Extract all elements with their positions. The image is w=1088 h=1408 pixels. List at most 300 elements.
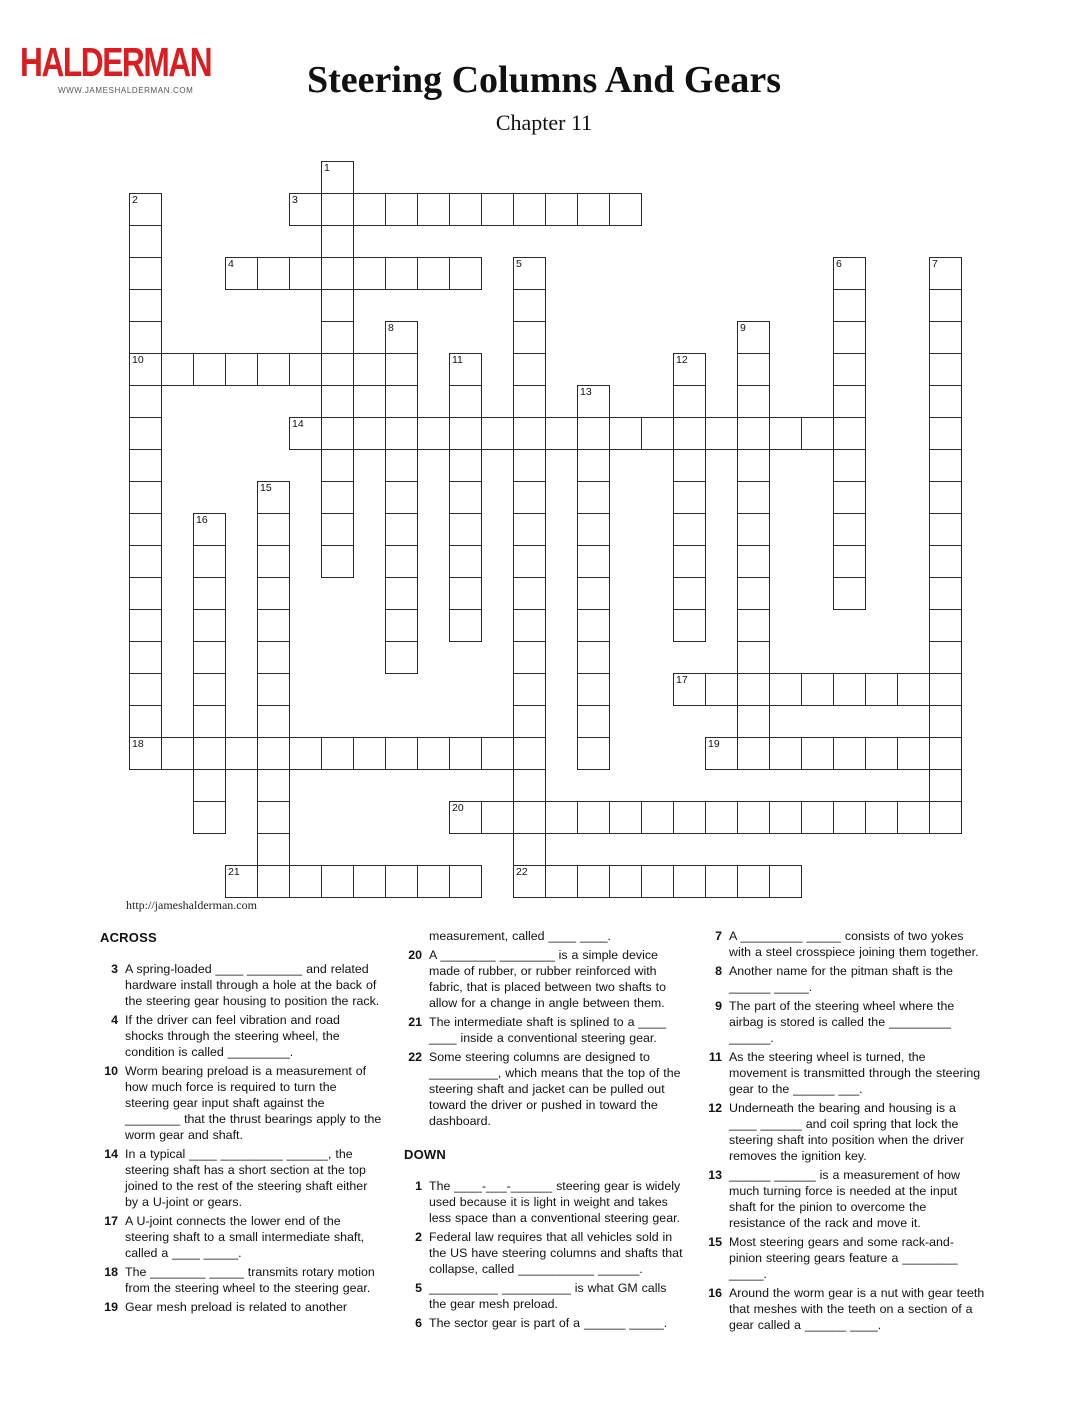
grid-cell[interactable] [513,513,546,546]
grid-cell[interactable] [353,865,386,898]
grid-number-10: 10 [132,354,144,366]
grid-cell[interactable] [129,481,162,514]
grid-cell[interactable] [737,481,770,514]
grid-cell[interactable] [545,193,578,226]
grid-cell[interactable] [929,481,962,514]
grid-cell[interactable] [577,865,610,898]
grid-cell[interactable] [513,385,546,418]
grid-cell[interactable] [257,673,290,706]
grid-cell[interactable] [577,545,610,578]
grid-cell[interactable] [257,257,290,290]
grid-cell[interactable] [673,481,706,514]
grid-cell[interactable] [321,321,354,354]
grid-cell[interactable] [385,641,418,674]
clue-text: Around the worm gear is a nut with gear teeth that meshes with the teeth on a section of a gear called a ______ ____. [729,1286,985,1332]
grid-cell[interactable] [545,801,578,834]
grid-cell[interactable] [481,737,514,770]
grid-cell[interactable] [513,353,546,386]
grid-cell[interactable] [897,737,930,770]
grid-cell[interactable] [513,705,546,738]
grid-cell[interactable] [193,769,226,802]
grid-cell[interactable] [929,801,962,834]
grid-cell[interactable] [385,385,418,418]
grid-cell[interactable] [673,577,706,610]
clue-11 [702,1049,986,1097]
clue-number: 18 [104,1265,118,1279]
grid-cell[interactable] [385,193,418,226]
grid-cell[interactable] [417,417,450,450]
grid-cell[interactable] [449,193,482,226]
grid-cell[interactable] [353,417,386,450]
grid-cell[interactable] [385,257,418,290]
grid-cell[interactable] [929,705,962,738]
grid-cell[interactable] [353,193,386,226]
clue-text: measurement, called ____ ____. [429,929,611,943]
grid-cell[interactable] [737,865,770,898]
grid-cell[interactable] [705,673,738,706]
grid-cell[interactable] [129,545,162,578]
grid-cell[interactable] [449,417,482,450]
grid-cell[interactable] [449,257,482,290]
clue-continuation [402,928,686,944]
grid-cell[interactable] [513,289,546,322]
grid-cell[interactable] [609,865,642,898]
grid-cell[interactable] [929,673,962,706]
grid-cell[interactable] [481,193,514,226]
grid-number-22: 22 [516,866,528,878]
grid-cell[interactable] [417,737,450,770]
grid-cell[interactable] [289,257,322,290]
clue-text: The intermediate shaft is splined to a ____ ____ inside a conventional steering gear. [429,1015,666,1045]
clue-text: A spring-loaded ____ ________ and related hardware install through a hole at the back of the steering gear housing to position the rack. [125,962,380,1008]
grid-cell[interactable] [225,353,258,386]
grid-cell[interactable] [577,193,610,226]
grid-cell[interactable] [385,417,418,450]
grid-cell[interactable] [513,417,546,450]
grid-number-3: 3 [292,194,298,206]
grid-cell[interactable] [833,353,866,386]
grid-cell[interactable] [929,321,962,354]
grid-cell[interactable] [481,801,514,834]
grid-cell[interactable] [673,545,706,578]
clue-text: The sector gear is part of a ______ _____. [429,1316,668,1330]
grid-cell[interactable] [577,417,610,450]
grid-cell[interactable] [929,385,962,418]
grid-cell[interactable] [513,321,546,354]
clue-number: 8 [715,964,722,978]
grid-cell[interactable] [129,673,162,706]
grid-cell[interactable] [193,545,226,578]
grid-cell[interactable] [161,737,194,770]
grid-cell[interactable] [833,321,866,354]
clue-1 [402,1178,686,1226]
grid-cell[interactable] [737,513,770,546]
grid-cell[interactable] [129,609,162,642]
grid-cell[interactable] [545,417,578,450]
grid-cell[interactable] [513,449,546,482]
grid-cell[interactable] [833,449,866,482]
grid-cell[interactable] [449,865,482,898]
clue-13 [702,1167,986,1231]
grid-number-16: 16 [196,514,208,526]
clue-text: Another name for the pitman shaft is the ______ _____. [729,964,953,994]
grid-cell[interactable] [257,769,290,802]
grid-cell[interactable] [257,641,290,674]
grid-cell[interactable] [257,513,290,546]
grid-cell[interactable] [897,673,930,706]
grid-cell[interactable] [385,865,418,898]
grid-cell[interactable] [129,641,162,674]
grid-number-5: 5 [516,258,522,270]
grid-cell[interactable] [449,481,482,514]
grid-cell[interactable] [385,449,418,482]
grid-cell[interactable] [929,353,962,386]
grid-cell[interactable] [513,737,546,770]
grid-number-1: 1 [324,162,330,174]
grid-cell[interactable] [129,289,162,322]
grid-cell[interactable] [417,193,450,226]
grid-cell[interactable] [193,737,226,770]
grid-cell[interactable] [769,865,802,898]
grid-cell[interactable] [129,513,162,546]
grid-cell[interactable] [385,481,418,514]
grid-cell[interactable] [321,449,354,482]
grid-cell[interactable] [929,513,962,546]
page-title: Steering Columns And Gears [307,59,781,101]
clue-number: 10 [104,1064,118,1078]
grid-cell[interactable] [833,385,866,418]
grid-cell[interactable] [705,865,738,898]
grid-cell[interactable] [673,513,706,546]
grid-cell[interactable] [321,417,354,450]
grid-cell[interactable] [417,865,450,898]
grid-cell[interactable] [257,353,290,386]
grid-cell[interactable] [737,705,770,738]
clue-3 [98,961,382,1009]
clues-heading-across: ACROSS [100,930,157,945]
grid-cell[interactable] [673,865,706,898]
grid-cell[interactable] [737,641,770,674]
grid-number-7: 7 [932,258,938,270]
grid-cell[interactable] [545,865,578,898]
grid-cell[interactable] [257,865,290,898]
grid-cell[interactable] [289,865,322,898]
grid-cell[interactable] [737,545,770,578]
grid-number-9: 9 [740,322,746,334]
grid-cell[interactable] [257,737,290,770]
grid-cell[interactable] [385,353,418,386]
halderman-logo: HALDERMAN [20,40,212,86]
clue-10 [98,1063,382,1143]
clue-number: 11 [708,1050,722,1064]
grid-cell[interactable] [193,705,226,738]
grid-cell[interactable] [897,801,930,834]
grid-number-4: 4 [228,258,234,270]
grid-cell[interactable] [801,737,834,770]
grid-cell[interactable] [737,673,770,706]
grid-cell[interactable] [321,865,354,898]
grid-cell[interactable] [801,801,834,834]
grid-cell[interactable] [737,609,770,642]
grid-cell[interactable] [609,417,642,450]
grid-cell[interactable] [833,577,866,610]
grid-cell[interactable] [577,673,610,706]
grid-cell[interactable] [705,801,738,834]
clues-column-1 [98,928,382,1318]
grid-cell[interactable] [833,737,866,770]
grid-cell[interactable] [513,833,546,866]
grid-number-8: 8 [388,322,394,334]
grid-cell[interactable] [257,609,290,642]
grid-cell[interactable] [321,193,354,226]
grid-number-2: 2 [132,194,138,206]
grid-cell[interactable] [833,673,866,706]
grid-number-19: 19 [708,738,720,750]
clue-number: 14 [104,1147,118,1161]
grid-number-15: 15 [260,482,272,494]
grid-cell[interactable] [449,737,482,770]
grid-cell[interactable] [385,545,418,578]
grid-cell[interactable] [385,737,418,770]
clue-text: Gear mesh preload is related to another [125,1300,348,1314]
clue-number: 15 [708,1235,722,1249]
grid-cell[interactable] [641,801,674,834]
clue-text: A ________ ________ is a simple device made of rubber, or rubber reinforced with fabric, that is placed between two shafts to allow for a change in angle between them. [429,948,666,1010]
grid-cell[interactable] [257,545,290,578]
clue-4 [98,1012,382,1060]
grid-cell[interactable] [385,577,418,610]
clue-19 [98,1299,382,1315]
clue-text: A _________ _____ consists of two yokes with a steel crosspiece joining them together. [729,929,979,959]
grid-cell[interactable] [193,673,226,706]
grid-number-14: 14 [292,418,304,430]
grid-cell[interactable] [193,641,226,674]
grid-cell[interactable] [129,321,162,354]
grid-cell[interactable] [193,577,226,610]
grid-cell[interactable] [577,609,610,642]
clue-21 [402,1014,686,1046]
grid-cell[interactable] [321,481,354,514]
grid-cell[interactable] [737,577,770,610]
grid-cell[interactable] [865,673,898,706]
grid-cell[interactable] [833,545,866,578]
grid-cell[interactable] [225,737,258,770]
grid-cell[interactable] [257,833,290,866]
grid-cell[interactable] [449,609,482,642]
grid-cell[interactable] [193,609,226,642]
grid-cell[interactable] [801,417,834,450]
clue-text: Some steering columns are designed to __________, which means that the top of the steering shaft and jacket can be pulled out toward the driver or pushed in toward the dashboard. [429,1050,681,1128]
grid-number-13: 13 [580,386,592,398]
grid-cell[interactable] [769,801,802,834]
clue-20 [402,947,686,1011]
grid-cell[interactable] [673,449,706,482]
grid-cell[interactable] [449,385,482,418]
grid-cell[interactable] [129,417,162,450]
grid-cell[interactable] [737,449,770,482]
grid-cell[interactable] [257,801,290,834]
grid-cell[interactable] [417,257,450,290]
grid-cell[interactable] [929,577,962,610]
grid-cell[interactable] [929,289,962,322]
grid-cell[interactable] [577,705,610,738]
clue-number: 21 [408,1015,422,1029]
grid-cell[interactable] [321,385,354,418]
grid-cell[interactable] [449,513,482,546]
grid-cell[interactable] [833,417,866,450]
grid-cell[interactable] [737,801,770,834]
clue-number: 19 [104,1300,118,1314]
clue-number: 20 [408,948,422,962]
clues-column-3 [702,928,986,1336]
grid-cell[interactable] [673,801,706,834]
grid-cell[interactable] [673,609,706,642]
grid-cell[interactable] [129,705,162,738]
grid-cell[interactable] [577,801,610,834]
grid-cell[interactable] [769,417,802,450]
grid-cell[interactable] [609,193,642,226]
grid-cell[interactable] [321,513,354,546]
grid-cell[interactable] [289,353,322,386]
grid-cell[interactable] [513,673,546,706]
clue-5 [402,1280,686,1312]
grid-cell[interactable] [833,513,866,546]
grid-cell[interactable] [257,705,290,738]
grid-cell[interactable] [513,769,546,802]
grid-cell[interactable] [737,737,770,770]
clue-22 [402,1049,686,1129]
clue-18 [98,1264,382,1296]
grid-cell[interactable] [321,545,354,578]
grid-cell[interactable] [257,577,290,610]
clue-text: The ____-___-______ steering gear is widely used because it is light in weight and takes less space than a conventional steering gear. [429,1179,681,1225]
grid-cell[interactable] [737,417,770,450]
grid-cell[interactable] [577,737,610,770]
grid-cell[interactable] [609,801,642,834]
clue-text: As the steering wheel is turned, the movement is transmitted through the steering gear to the ______ ___. [729,1050,981,1096]
clue-9 [702,998,986,1046]
grid-cell[interactable] [673,417,706,450]
grid-cell[interactable] [577,449,610,482]
grid-cell[interactable] [449,577,482,610]
grid-cell[interactable] [641,417,674,450]
grid-cell[interactable] [385,513,418,546]
clue-text: Worm bearing preload is a measurement of how much force is required to turn the steering gear input shaft against the ________ that the thrust bearings apply to the worm gear and shaft. [125,1064,382,1142]
grid-cell[interactable] [129,225,162,258]
grid-number-6: 6 [836,258,842,270]
grid-cell[interactable] [929,737,962,770]
clue-6 [402,1315,686,1331]
grid-cell[interactable] [161,353,194,386]
grid-cell[interactable] [513,641,546,674]
clue-2 [402,1229,686,1277]
grid-cell[interactable] [289,737,322,770]
grid-cell[interactable] [129,577,162,610]
clues-column-2 [402,928,686,1334]
grid-cell[interactable] [769,737,802,770]
grid-cell[interactable] [513,545,546,578]
grid-cell[interactable] [513,193,546,226]
clue-17 [98,1213,382,1261]
clue-number: 16 [708,1286,722,1300]
grid-cell[interactable] [929,641,962,674]
grid-cell[interactable] [321,353,354,386]
grid-cell[interactable] [929,609,962,642]
grid-cell[interactable] [353,257,386,290]
grid-cell[interactable] [673,385,706,418]
footer-link[interactable]: http://jameshalderman.com [126,898,257,912]
clue-number: 1 [415,1179,422,1193]
grid-cell[interactable] [833,481,866,514]
grid-cell[interactable] [129,449,162,482]
grid-cell[interactable] [321,737,354,770]
clue-text: Federal law requires that all vehicles sold in the US have steering columns and shafts that collapse, called ___________ ______. [429,1230,683,1276]
clue-8 [702,963,986,995]
grid-cell[interactable] [129,385,162,418]
grid-cell[interactable] [481,417,514,450]
grid-cell[interactable] [929,449,962,482]
clue-number: 9 [715,999,722,1013]
grid-cell[interactable] [385,609,418,642]
grid-cell[interactable] [577,641,610,674]
grid-cell[interactable] [449,545,482,578]
grid-cell[interactable] [513,801,546,834]
grid-cell[interactable] [129,257,162,290]
clue-text: __________ __________ is what GM calls the gear mesh preload. [429,1281,667,1311]
grid-cell[interactable] [705,417,738,450]
clue-number: 17 [104,1214,118,1228]
clue-14 [98,1146,382,1210]
clue-number: 12 [708,1101,722,1115]
grid-cell[interactable] [449,449,482,482]
grid-cell[interactable] [577,481,610,514]
grid-cell[interactable] [513,577,546,610]
grid-cell[interactable] [577,513,610,546]
grid-cell[interactable] [353,353,386,386]
clue-number: 13 [708,1168,722,1182]
grid-cell[interactable] [513,609,546,642]
grid-cell[interactable] [865,737,898,770]
grid-cell[interactable] [929,769,962,802]
grid-cell[interactable] [833,801,866,834]
grid-cell[interactable] [321,289,354,322]
clue-number: 6 [415,1316,422,1330]
grid-cell[interactable] [641,865,674,898]
clue-15 [702,1234,986,1282]
grid-cell[interactable] [737,353,770,386]
clue-number: 22 [408,1050,422,1064]
clue-16 [702,1285,986,1333]
grid-cell[interactable] [321,225,354,258]
grid-cell[interactable] [577,577,610,610]
grid-number-18: 18 [132,738,144,750]
grid-cell[interactable] [193,353,226,386]
clue-text: Underneath the bearing and housing is a ____ ______ and coil spring that lock the steering shaft into position when the driver removes the ignition key. [729,1101,965,1163]
grid-cell[interactable] [801,673,834,706]
clue-number: 3 [111,962,118,976]
grid-cell[interactable] [769,673,802,706]
grid-cell[interactable] [513,481,546,514]
grid-cell[interactable] [833,289,866,322]
grid-cell[interactable] [865,801,898,834]
grid-cell[interactable] [193,801,226,834]
grid-cell[interactable] [737,385,770,418]
grid-cell[interactable] [929,545,962,578]
clue-12 [702,1100,986,1164]
grid-cell[interactable] [929,417,962,450]
grid-cell[interactable] [353,737,386,770]
grid-cell[interactable] [321,257,354,290]
